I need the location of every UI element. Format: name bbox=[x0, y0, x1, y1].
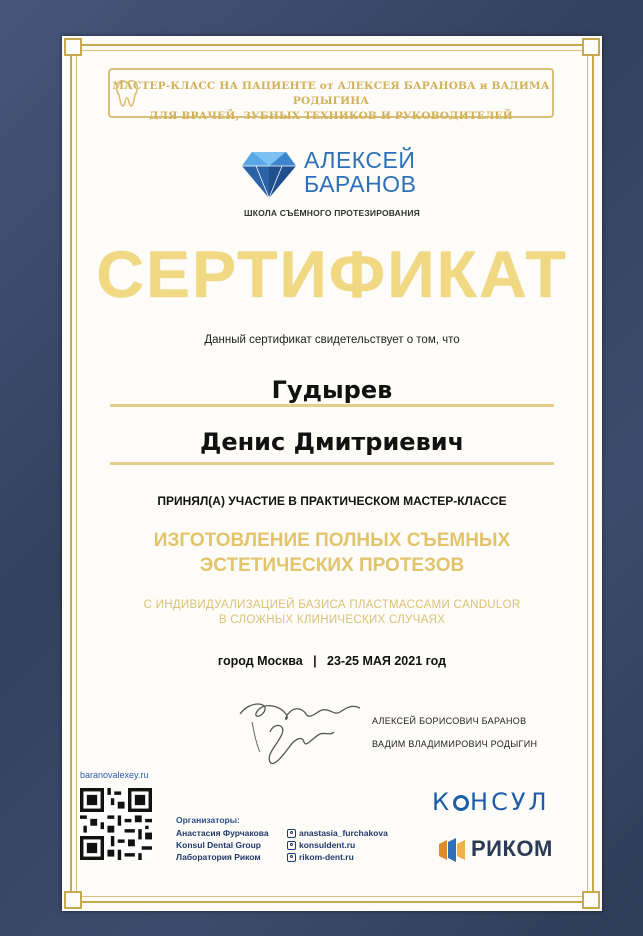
logo-line-2: БАРАНОВ bbox=[304, 171, 417, 197]
corner-ornament bbox=[582, 38, 600, 56]
instagram-icon bbox=[287, 829, 296, 838]
signer-name-2: ВАДИМ ВЛАДИМИРОВИЧ РОДЫГИН bbox=[372, 739, 538, 749]
organizer-name: Konsul Dental Group bbox=[176, 840, 261, 850]
instagram-icon bbox=[287, 841, 296, 850]
organizer-link-row[interactable] bbox=[287, 851, 388, 863]
participation-text: ПРИНЯЛ(А) УЧАСТИЕ В ПРАКТИЧЕСКОМ МАСТЕР-КЛАССЕ bbox=[157, 494, 507, 508]
organizer-link[interactable]: anastasia_furchakova bbox=[299, 828, 388, 838]
diamond-icon bbox=[242, 150, 296, 200]
banner-line-2: ДЛЯ ВРАЧЕЙ, ЗУБНЫХ ТЕХНИКОВ И РУКОВОДИТЕЛЕЙ bbox=[149, 110, 513, 122]
recipient-surname: Гудырев bbox=[271, 376, 393, 404]
cube-icon bbox=[437, 836, 467, 864]
tooth-icon bbox=[114, 78, 140, 108]
organizer-name: Лаборатория Риком bbox=[176, 852, 261, 862]
gold-divider bbox=[110, 462, 554, 465]
banner-line-1: МАСТЕР-КЛАСС НА ПАЦИЕНТЕ от АЛЕКСЕЯ БАРАНОВА и ВАДИМА РОДЫГИНА bbox=[112, 80, 550, 107]
school-subtitle: ШКОЛА СЪЁМНОГО ПРОТЕЗИРОВАНИЯ bbox=[244, 208, 420, 218]
qr-code[interactable] bbox=[80, 788, 152, 860]
masterclass-banner bbox=[108, 68, 554, 122]
course-title bbox=[62, 528, 602, 578]
logo-line-1: АЛЕКСЕЙ bbox=[304, 147, 416, 173]
organizer-link-row[interactable] bbox=[287, 839, 388, 851]
organizer-link-row[interactable] bbox=[287, 827, 388, 839]
konsul-letter: К bbox=[432, 788, 453, 816]
website-link[interactable]: baranovalexey.ru bbox=[80, 770, 149, 780]
corner-ornament bbox=[64, 891, 82, 909]
rikom-text: РИКОМ bbox=[471, 836, 553, 861]
organizer-name: Анастасия Фурчакова bbox=[176, 828, 269, 838]
gold-divider bbox=[110, 404, 554, 407]
organizer-link[interactable]: konsuldent.ru bbox=[299, 840, 356, 850]
course-title-line-1: ИЗГОТОВЛЕНИЕ ПОЛНЫХ СЪЕМНЫХ bbox=[153, 530, 511, 551]
organizer-links bbox=[287, 827, 388, 863]
konsul-o-ring bbox=[453, 795, 469, 811]
corner-ornament bbox=[64, 38, 82, 56]
organizer-names bbox=[176, 827, 269, 863]
organizers-heading: Организаторы: bbox=[176, 815, 240, 825]
handwritten-signature bbox=[230, 692, 370, 772]
course-subtitle bbox=[62, 598, 602, 628]
course-title-line-2: ЭСТЕТИЧЕСКИХ ПРОТЕЗОВ bbox=[199, 555, 465, 576]
intro-text: Данный сертификат свидетельствует о том, что bbox=[204, 334, 460, 346]
certificate-title: СЕРТИФИКАТ bbox=[96, 237, 568, 311]
konsul-letters: НСУЛ bbox=[470, 788, 550, 816]
konsul-logo bbox=[432, 788, 550, 816]
corner-ornament bbox=[582, 891, 600, 909]
organizer-link[interactable]: rikom-dent.ru bbox=[299, 852, 354, 862]
signer-name-1: АЛЕКСЕЙ БОРИСОВИЧ БАРАНОВ bbox=[372, 716, 527, 726]
certificate-paper bbox=[62, 36, 602, 911]
instagram-icon bbox=[287, 853, 296, 862]
course-subtitle-line-1: С ИНДИВИДУАЛИЗАЦИЕЙ БАЗИСА ПЛАСТМАССАМИ CANDULOR bbox=[143, 599, 521, 611]
recipient-given-name: Денис Дмитриевич bbox=[199, 428, 465, 456]
logo-name bbox=[304, 148, 416, 196]
course-subtitle-line-2: В СЛОЖНЫХ КЛИНИЧЕСКИХ СЛУЧАЯХ bbox=[218, 614, 446, 626]
place-and-date: город Москва | 23-25 МАЯ 2021 год bbox=[217, 654, 447, 668]
